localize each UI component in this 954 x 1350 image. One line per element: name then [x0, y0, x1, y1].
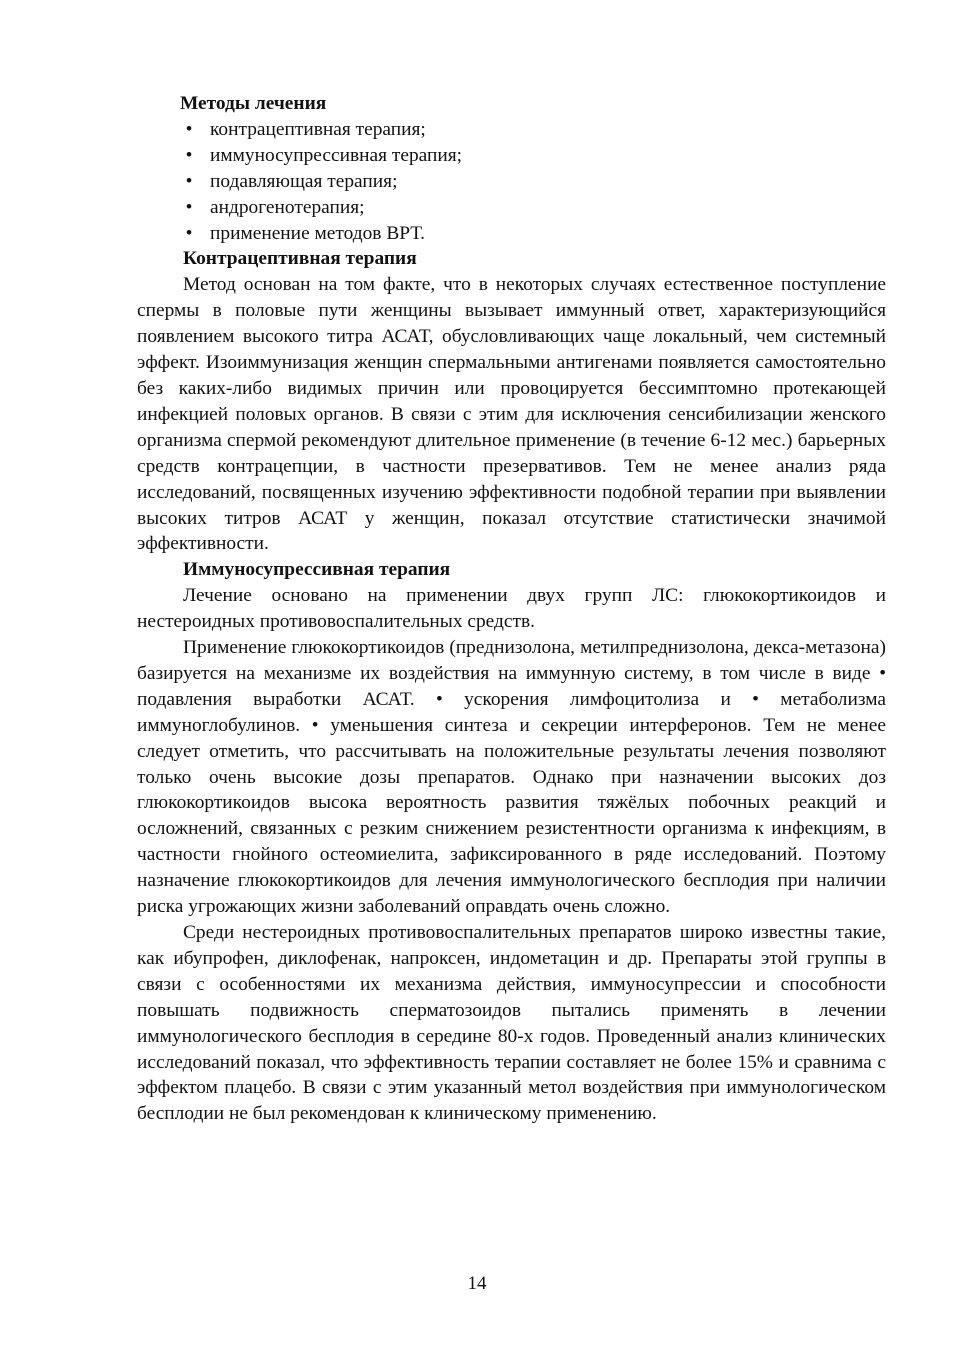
list-item-text: иммуносупрессивная терапия; — [210, 144, 463, 166]
immunosuppressive-paragraph-1: Лечение основано на применении двух групп ЛС: глюкокортикоидов и нестероидных противовоспалительных средств. — [137, 585, 886, 633]
page-number: 14 — [467, 1273, 487, 1294]
bullet-icon: • — [185, 118, 193, 140]
list-item — [137, 195, 886, 221]
list-item — [137, 169, 886, 195]
list-item-text: андрогенотерапия; — [210, 196, 365, 218]
contraceptive-paragraph: Метод основан на том факте, что в некоторых случаях естественное поступление спермы в половые пути женщины вызывает иммунный ответ, характеризующийся появлением высокого титра АСАТ, обусловливающих чаще локальный, чем системный эффект. Изоиммунизация женщин спермальными антигенами появляется самостоятельно без каких-либо видимых причин или провоцируется бессимптомно протекающей инфекцией половых органов. В связи с этим для исключения сенсибилизации женского организма спермой рекомендуют длительное применение (в течение 6-12 мес.) барьерных средств контрацепции, в частности презервативов. Тем не менее анализ ряда исследований, посвященных изучению эффективности подобной терапии при выявлении высоких титров АСАТ у женщин, показал отсутствие статистически значимой эффективности. — [137, 274, 886, 555]
list-item-text: применение методов ВРТ. — [210, 222, 426, 244]
immunosuppressive-paragraph-2: Применение глюкокортикоидов (преднизолона, метилпреднизолона, декса-метазона) базируется на механизме их воздействия на иммунную систему, в том числе в виде • подавления выработки АСАТ. • ускорения лимфоцитолиза и • метаболизма иммуноглобулинов. • уменьшения синтеза и секреции интерферонов. Тем не менее следует отметить, что рассчитывать на положительные результаты лечения позволяют только очень высокие дозы препаратов. Однако при назначении высоких доз глюкокортикоидов высока вероятность развития тяжёлых побочных реакций и осложнений, связанных с резким снижением резистентности организма к инфекциям, в частности гнойного остеомиелита, зафиксированного в ряде исследований. Поэтому назначение глюкокортикоидов для лечения иммунологического бесплодия при наличии риска угрожающих жизни заболеваний оправдать очень сложно. — [137, 637, 886, 918]
list-item — [137, 117, 886, 143]
list-item-text: подавляющая терапия; — [210, 170, 398, 192]
list-item — [137, 221, 886, 247]
bullet-icon: • — [185, 170, 193, 192]
bullet-icon: • — [185, 144, 193, 166]
immunosuppressive-heading: Иммуносупрессивная терапия — [183, 559, 451, 581]
list-item — [137, 143, 886, 169]
contraceptive-heading: Контрацептивная терапия — [183, 248, 417, 270]
bullet-icon: • — [185, 196, 193, 218]
document-page — [137, 91, 886, 1127]
list-item-text: контрацептивная терапия; — [210, 118, 426, 140]
bullet-icon: • — [185, 222, 193, 244]
methods-list — [137, 117, 886, 247]
methods-heading: Методы лечения — [180, 93, 327, 114]
immunosuppressive-paragraph-3: Среди нестероидных противовоспалительных препаратов широко известны такие, как ибупрофен, диклофенак, напроксен, индометацин и др. Препараты этой группы в связи с особенностями их механизма действия, иммуносупрессии и способности повышать подвижность сперматозоидов пытались применять в лечении иммунологического бесплодия в середине 80-х годов. Проведенный анализ клинических исследований показал, что эффективность терапии составляет не более 15% и сравнима с эффектом плацебо. В связи с этим указанный метол воздействия при иммунологическом бесплодии не был рекомендован к клиническому применению. — [137, 922, 886, 1125]
